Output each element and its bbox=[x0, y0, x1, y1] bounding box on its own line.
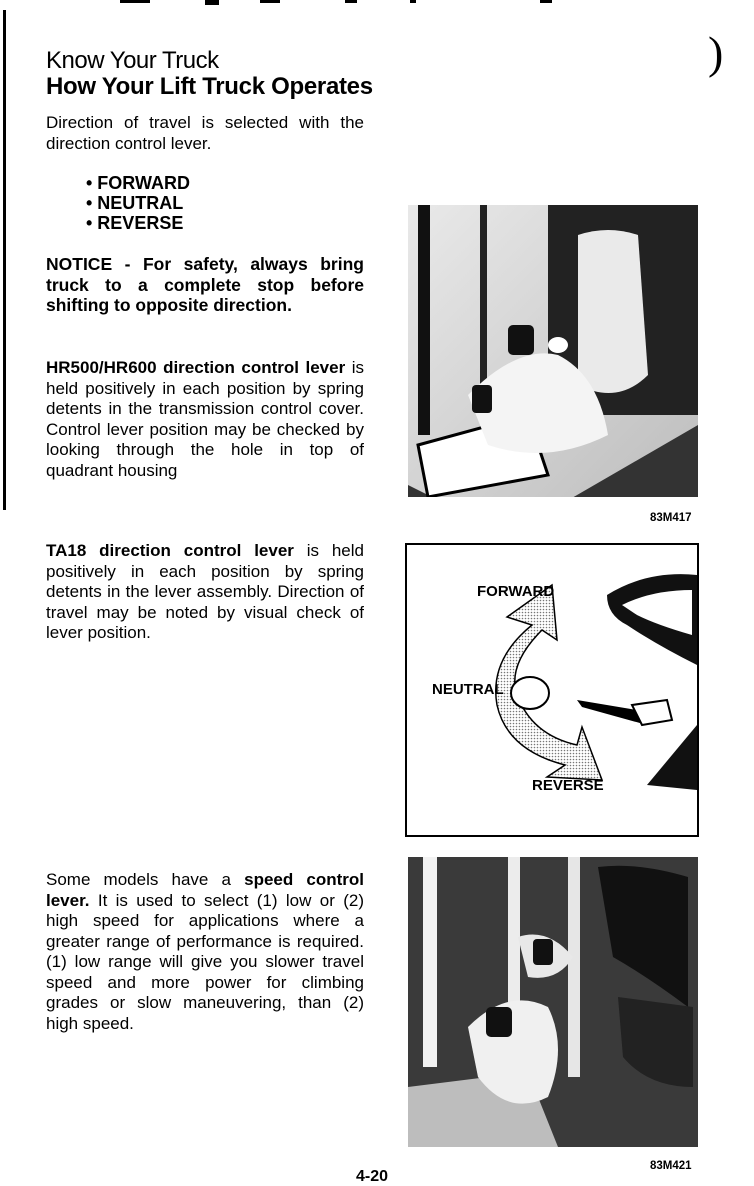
diagram-label-forward: FORWARD bbox=[477, 583, 555, 600]
hr-lever-title: HR500/HR600 direction control lever bbox=[46, 358, 346, 377]
binding-mark: ) bbox=[708, 27, 724, 78]
direction-forward: • FORWARD bbox=[86, 173, 190, 193]
safety-notice: NOTICE - For safety, always bring truck to a complete stop before shifting to opposite direction. bbox=[46, 254, 364, 315]
ta-lever-text: is held positively in each position by spring detents in the lever assembly. Direction of travel may be noted by visual check of lever position. bbox=[46, 541, 364, 642]
speed-lever-text-2: It is used to select (1) low or (2) high speed for applications where a greater range of performance is required. (1) low range will give you slower travel speed and more power for climbing grades or slow maneuvering, than (2) high speed. bbox=[46, 890, 364, 1033]
speed-lever-title: speed control lever. bbox=[46, 870, 364, 910]
direction-reverse: • REVERSE bbox=[86, 213, 184, 233]
direction-neutral: • NEUTRAL bbox=[86, 193, 184, 213]
hr-lever-text: is held positively in each position by spring detents in the transmission control cover. Control lever position may be checked by looking through the hole in top of quadrant housing bbox=[46, 358, 364, 480]
diagram-label-reverse: REVERSE bbox=[532, 777, 604, 794]
direction-diagram bbox=[405, 543, 699, 837]
diagram-label-neutral: NEUTRAL bbox=[432, 681, 504, 698]
figure-code-1: 83M417 bbox=[650, 512, 692, 524]
top-edge-marks bbox=[110, 0, 580, 6]
page-heading: How Your Lift Truck Operates bbox=[46, 73, 373, 100]
intro-paragraph: Direction of travel is selected with the direction control lever. bbox=[46, 113, 364, 153]
page-number: 4-20 bbox=[356, 1168, 389, 1185]
speed-lever-text-1: Some models have a bbox=[46, 870, 245, 889]
hr-lever-paragraph bbox=[46, 358, 364, 481]
ta-lever-paragraph bbox=[46, 541, 364, 644]
ta-lever-title: TA18 direction control lever bbox=[46, 541, 294, 560]
figure-code-2: 83M421 bbox=[650, 1160, 692, 1172]
direction-lever-photo bbox=[408, 205, 698, 497]
speed-lever-photo bbox=[408, 857, 698, 1147]
left-margin-rule bbox=[3, 10, 6, 510]
section-title: Know Your Truck bbox=[46, 47, 219, 74]
direction-list bbox=[86, 173, 190, 233]
speed-lever-paragraph bbox=[46, 870, 364, 1034]
